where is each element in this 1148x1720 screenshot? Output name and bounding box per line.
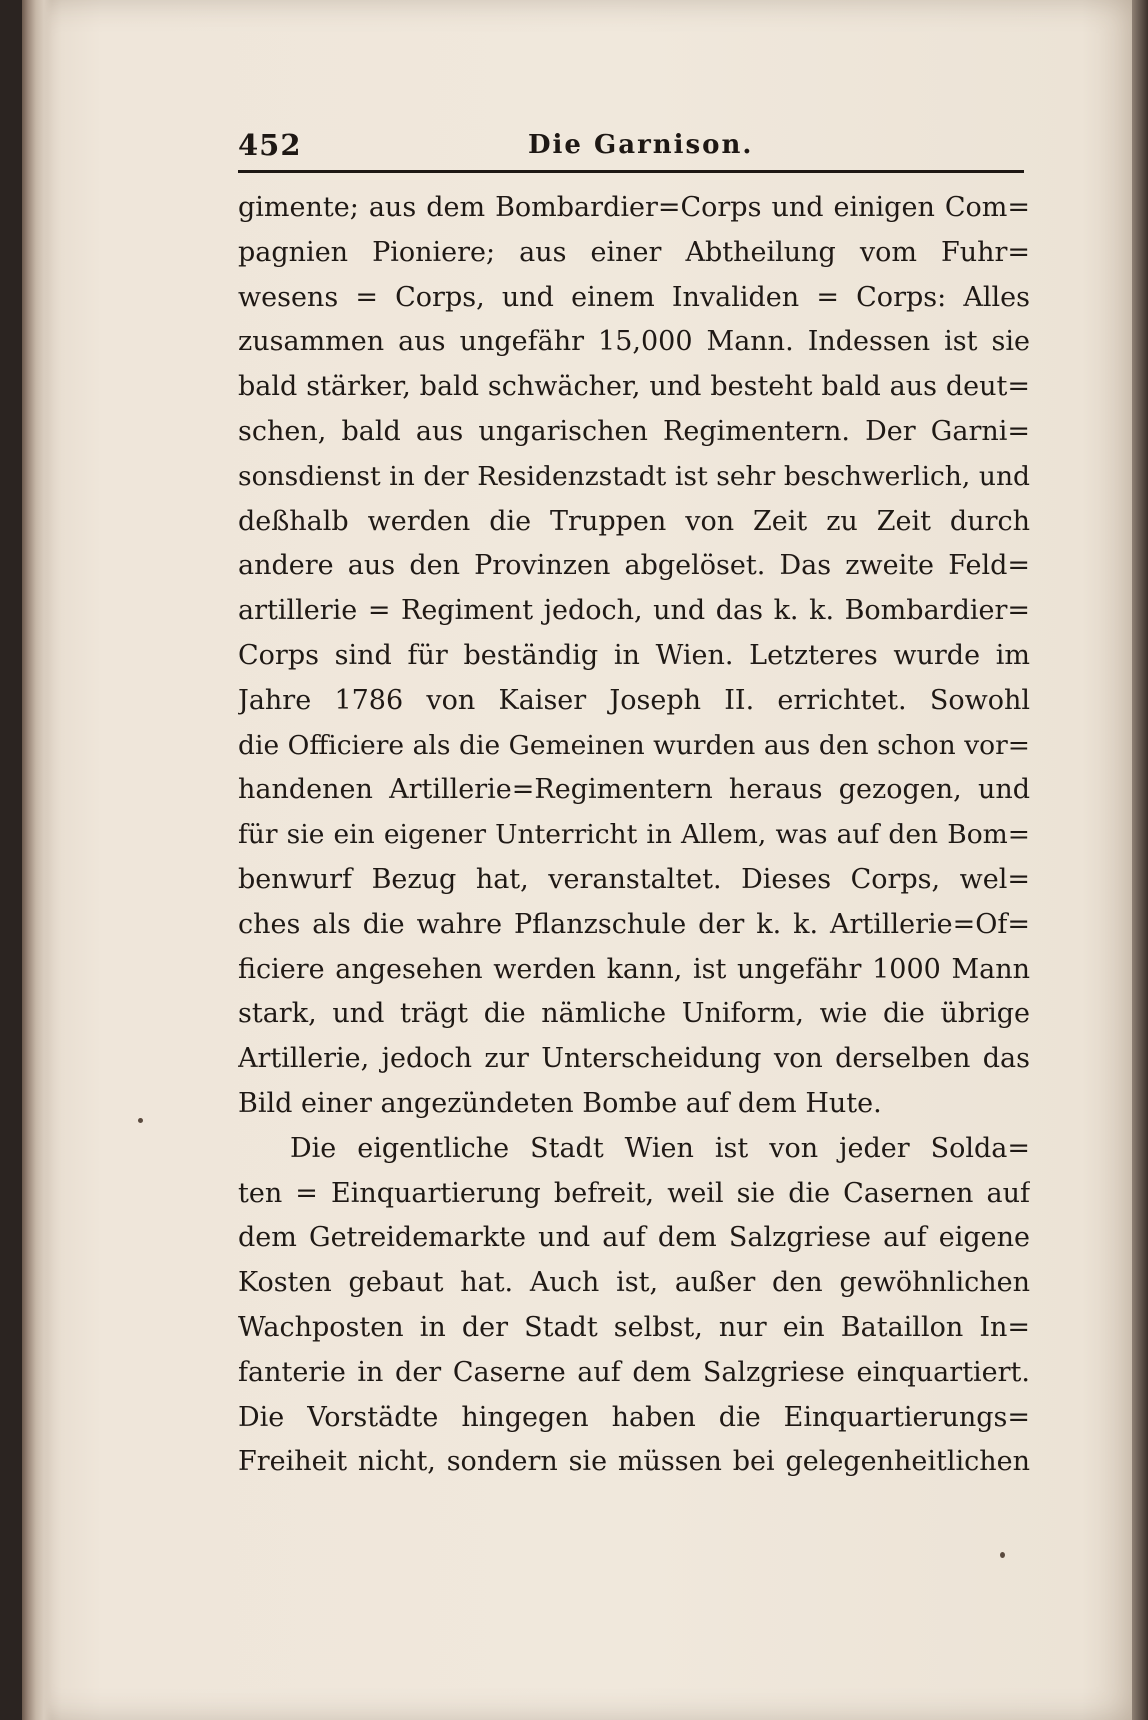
- page-header: [238, 128, 1024, 170]
- text-line: Corps sind für beständig in Wien. Letzteres wurde im: [238, 639, 1030, 671]
- book-spine: [22, 0, 52, 1720]
- paper-speck: [138, 1118, 143, 1123]
- paper-speck: [1000, 1552, 1005, 1558]
- text-line: artillerie = Regiment jedoch, und das k. k. Bombardier=: [238, 595, 1030, 627]
- text-line: sonsdienst in der Residenzstadt ist sehr beschwerlich, und: [238, 460, 1030, 492]
- text-line: ten = Einquartierung befreit, weil sie die Casernen auf: [238, 1177, 1030, 1209]
- text-line: andere aus den Provinzen abgelöset. Das zweite Feld=: [238, 550, 1030, 582]
- text-line: Freiheit nicht, sondern sie müssen bei gelegenheitlichen: [238, 1446, 1030, 1478]
- text-line: Kosten gebaut hat. Auch ist, außer den gewöhnlichen: [238, 1267, 1030, 1299]
- text-line: dem Getreidemarkte und auf dem Salzgriese auf eigene: [238, 1222, 1030, 1254]
- running-head: Die Garnison.: [528, 130, 754, 160]
- text-line: die Officiere als die Gemeinen wurden aus den schon vor=: [238, 729, 1030, 761]
- text-line: Die Vorstädte hingegen haben die Einquartierungs=: [238, 1401, 1030, 1433]
- text-line: benwurf Bezug hat, veranstaltet. Dieses Corps, wel=: [238, 863, 1030, 895]
- body-text: [238, 186, 1030, 1485]
- text-line: zusammen aus ungefähr 15,000 Mann. Indessen ist sie: [238, 326, 1030, 358]
- text-line: stark, und trägt die nämliche Uniform, wie die übrige: [238, 998, 1030, 1030]
- header-rule: [238, 170, 1024, 173]
- text-line: für sie ein eigener Unterricht in Allem, was auf den Bom=: [238, 819, 1030, 851]
- text-line: handenen Artillerie=Regimentern heraus gezogen, und: [238, 774, 1030, 806]
- text-line: Wachposten in der Stadt selbst, nur ein Bataillon In=: [238, 1311, 1030, 1343]
- text-line: wesens = Corps, und einem Invaliden = Corps: Alles: [238, 281, 1030, 313]
- text-line: bald stärker, bald schwächer, und besteht bald aus deut=: [238, 371, 1030, 403]
- page-edge: [1132, 0, 1148, 1720]
- text-line: pagnien Pioniere; aus einer Abtheilung vom Fuhr=: [238, 236, 1030, 268]
- text-line: ficiere angesehen werden kann, ist ungefähr 1000 Mann: [238, 953, 1030, 985]
- text-line: Die eigentliche Stadt Wien ist von jeder Solda=: [290, 1132, 1030, 1164]
- text-line: Jahre 1786 von Kaiser Joseph II. errichtet. Sowohl: [238, 684, 1030, 716]
- text-line: deßhalb werden die Truppen von Zeit zu Zeit durch: [238, 505, 1030, 537]
- text-line: Artillerie, jedoch zur Unterscheidung von derselben das: [238, 1043, 1030, 1075]
- text-line: fanterie in der Caserne auf dem Salzgriese einquartiert.: [238, 1356, 1030, 1388]
- text-line: Bild einer angezündeten Bombe auf dem Hute.: [238, 1087, 882, 1119]
- text-line: ches als die wahre Pflanzschule der k. k. Artillerie=Of=: [238, 908, 1030, 940]
- text-line: schen, bald aus ungarischen Regimentern. Der Garni=: [238, 415, 1030, 447]
- text-line: gimente; aus dem Bombardier=Corps und einigen Com=: [238, 192, 1030, 223]
- page-number: 452: [238, 128, 302, 162]
